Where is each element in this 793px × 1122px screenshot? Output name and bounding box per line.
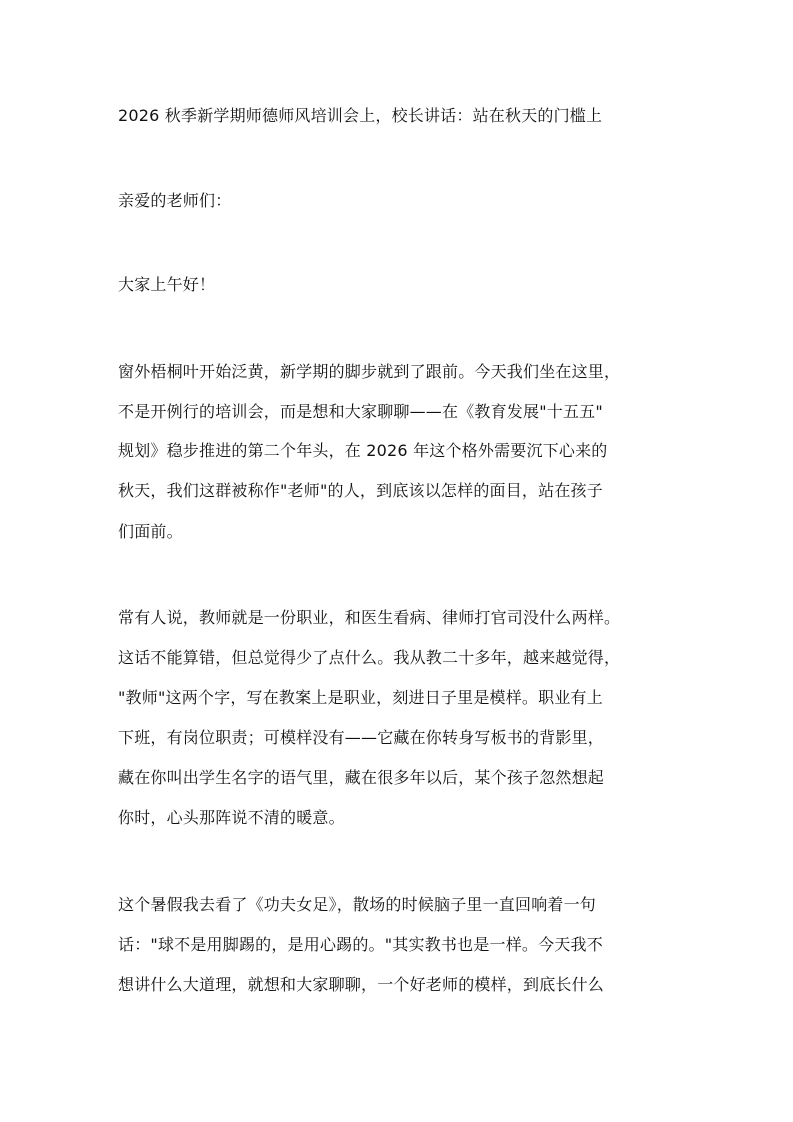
paragraph-line: 这个暑假我去看了《功夫女足》，散场的时候脑子里一直回响着一句 (118, 895, 597, 914)
paragraph-line: 想讲什么大道理，就想和大家聊聊，一个好老师的模样，到底长什么 (118, 975, 605, 994)
paragraph-line: "教师"这两个字，写在教案上是职业，刻进日子里是模样。职业有上 (118, 688, 603, 707)
paragraph-line: 不是开例行的培训会，而是想和大家聊聊——在《教育发展"十五五" (118, 402, 603, 421)
salutation: 亲爱的老师们： (118, 191, 232, 210)
paragraph-line: 规划》稳步推进的第二个年头，在 2026 年这个格外需要沉下心来的 (118, 441, 608, 460)
paragraph-line: 窗外梧桐叶开始泛黄，新学期的脚步就到了跟前。今天我们坐在这里， (118, 362, 621, 381)
paragraph-line: 藏在你叫出学生名字的语气里，藏在很多年以后，某个孩子忽然想起 (118, 768, 605, 787)
paragraph-line: 秋天，我们这群被称作"老师"的人，到底该以怎样的面目，站在孩子 (118, 481, 603, 500)
paragraph-line: 话："球不是用脚踢的，是用心踢的。"其实教书也是一样。今天我不 (118, 935, 603, 954)
paragraph-line: 这话不能算错，但总觉得少了点什么。我从教二十多年，越来越觉得， (118, 648, 621, 667)
paragraph-line: 你时，心头那阵说不清的暖意。 (118, 808, 345, 827)
paragraph-line: 下班，有岗位职责；可模样没有——它藏在你转身写板书的背影里， (118, 728, 605, 747)
paragraph-line: 们面前。 (118, 522, 183, 541)
document-title: 2026 秋季新学期师德师风培训会上，校长讲话：站在秋天的门槛上 (118, 106, 603, 125)
paragraph-line: 常有人说，教师就是一份职业，和医生看病、律师打官司没什么两样。 (118, 608, 621, 627)
greeting: 大家上午好！ (118, 275, 216, 294)
